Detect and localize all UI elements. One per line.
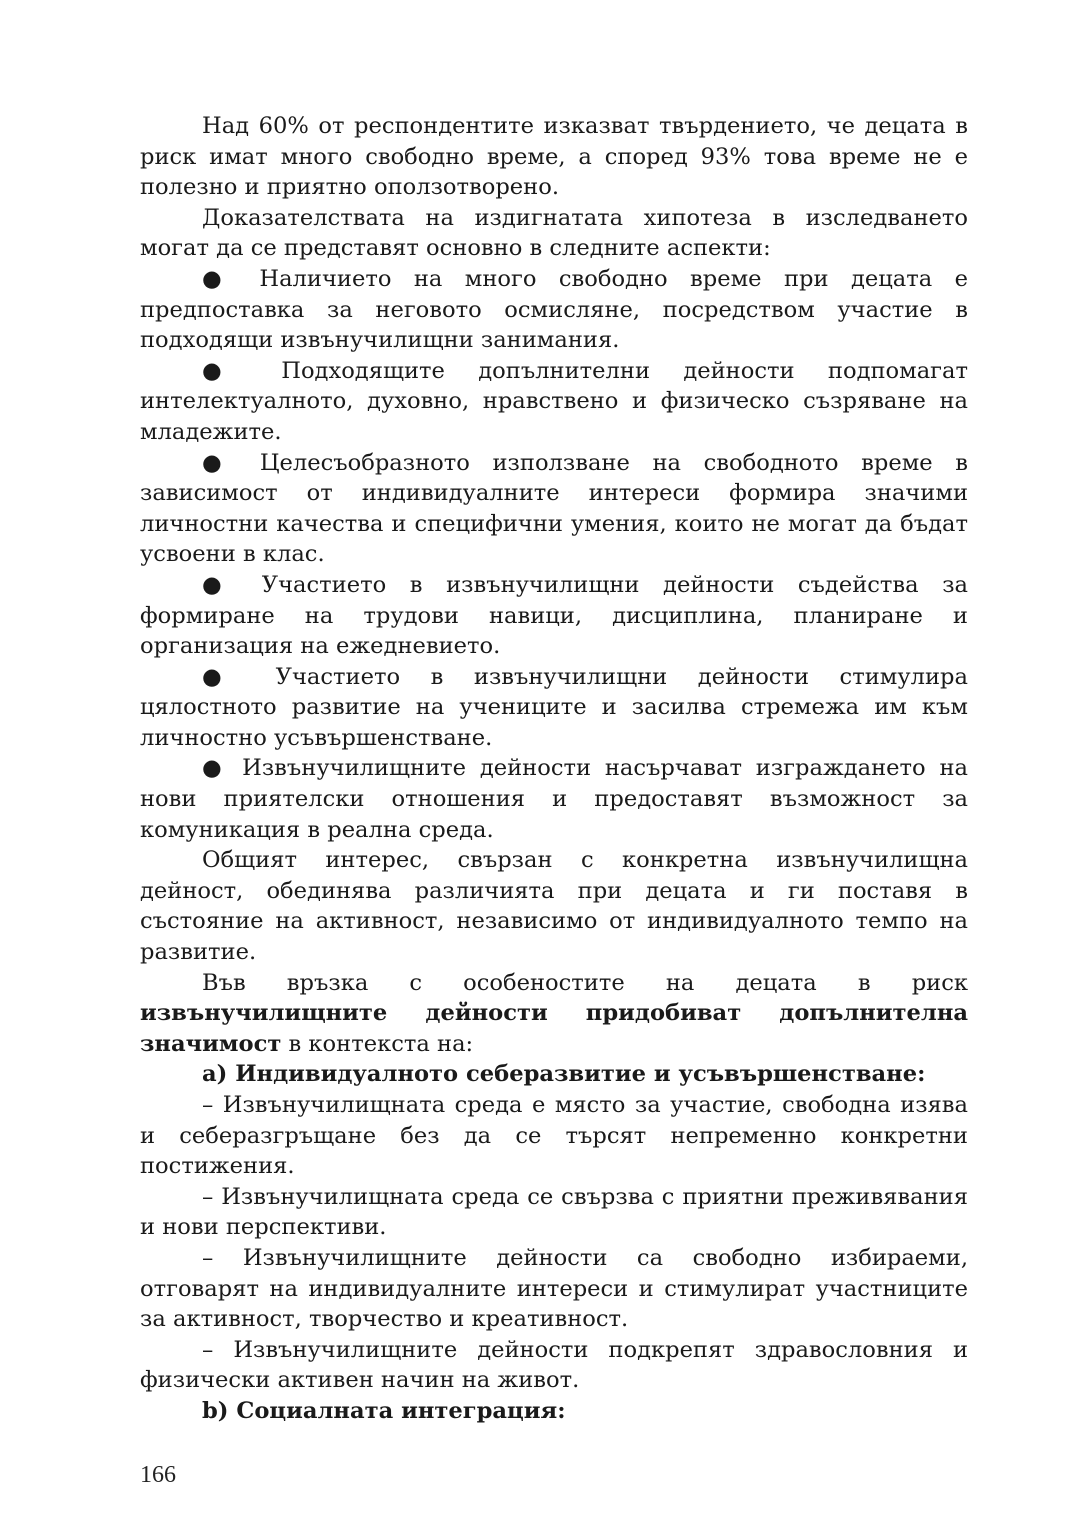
dash-item: – Извънучилищните дейности са свободно избираеми, отговарят на индивидуалните интереси и стимулират участниците за активност, творчество и креативност. bbox=[140, 1243, 968, 1335]
paragraph-text: Във връзка с особеностите на децата в риск bbox=[202, 969, 968, 996]
paragraph-text: в контекста на: bbox=[281, 1030, 474, 1057]
section-heading-a: a) Индивидуалното себеразвитие и усъвършенстване: bbox=[202, 1061, 926, 1088]
paragraph: Над 60% от респондентите изказват твърдението, че децата в риск имат много свободно време, а според 93% това време не е полезно и приятно оползотворено. bbox=[140, 113, 968, 201]
paragraph: Доказателствата на издигнатата хипотеза в изследването могат да се представят основно в следните аспекти: bbox=[140, 204, 968, 262]
section-heading-b: b) Социалната интеграция: bbox=[202, 1397, 566, 1424]
body-text bbox=[140, 111, 968, 1427]
bullet-item: ● Участието в извънучилищни дейности стимулира цялостното развитие на учениците и засилва стремежа им към личностно усъвършенстване. bbox=[140, 662, 968, 754]
bullet-item: ● Подходящите допълнителни дейности подпомагат интелектуалното, духовно, нравствено и физическо съзряване на младежите. bbox=[140, 356, 968, 448]
paragraph-with-emphasis bbox=[140, 968, 968, 1060]
dash-item: – Извънучилищните дейности подкрепят здравословния и физически активен начин на живот. bbox=[140, 1335, 968, 1396]
dash-item: – Извънучилищната среда се свързва с приятни преживявания и нови перспективи. bbox=[140, 1182, 968, 1243]
bullet-item: ● Наличието на много свободно време при децата е предпоставка за неговото осмисляне, посредством участие в подходящи извънучилищни занимания. bbox=[140, 264, 968, 356]
page-number: 166 bbox=[140, 1462, 176, 1488]
emphasis-text: извънучилищните дейности придобиват допълнителна значимост bbox=[140, 1000, 968, 1057]
bullet-item: ● Участието в извънучилищни дейности съдейства за формиране на трудови навици, дисциплина, планиране и организация на ежедневието. bbox=[140, 570, 968, 662]
bullet-item: ● Извънучилищните дейности насърчават изграждането на нови приятелски отношения и предоставят възможност за комуникация в реална среда. bbox=[140, 753, 968, 845]
dash-item: – Извънучилищната среда е място за участие, свободна изява и себеразгръщане без да се търсят непременно конкретни постижения. bbox=[140, 1090, 968, 1182]
paragraph: Общият интерес, свързан с конкретна извънучилищна дейност, обединява различията при децата и ги поставя в състояние на активност, независимо от индивидуалното темпо на развитие. bbox=[140, 847, 968, 966]
bullet-item: ● Целесъобразното използване на свободното време в зависимост от индивидуалните интереси формира значими личностни качества и специфични умения, които не могат да бъдат усвоени в клас. bbox=[140, 448, 968, 570]
